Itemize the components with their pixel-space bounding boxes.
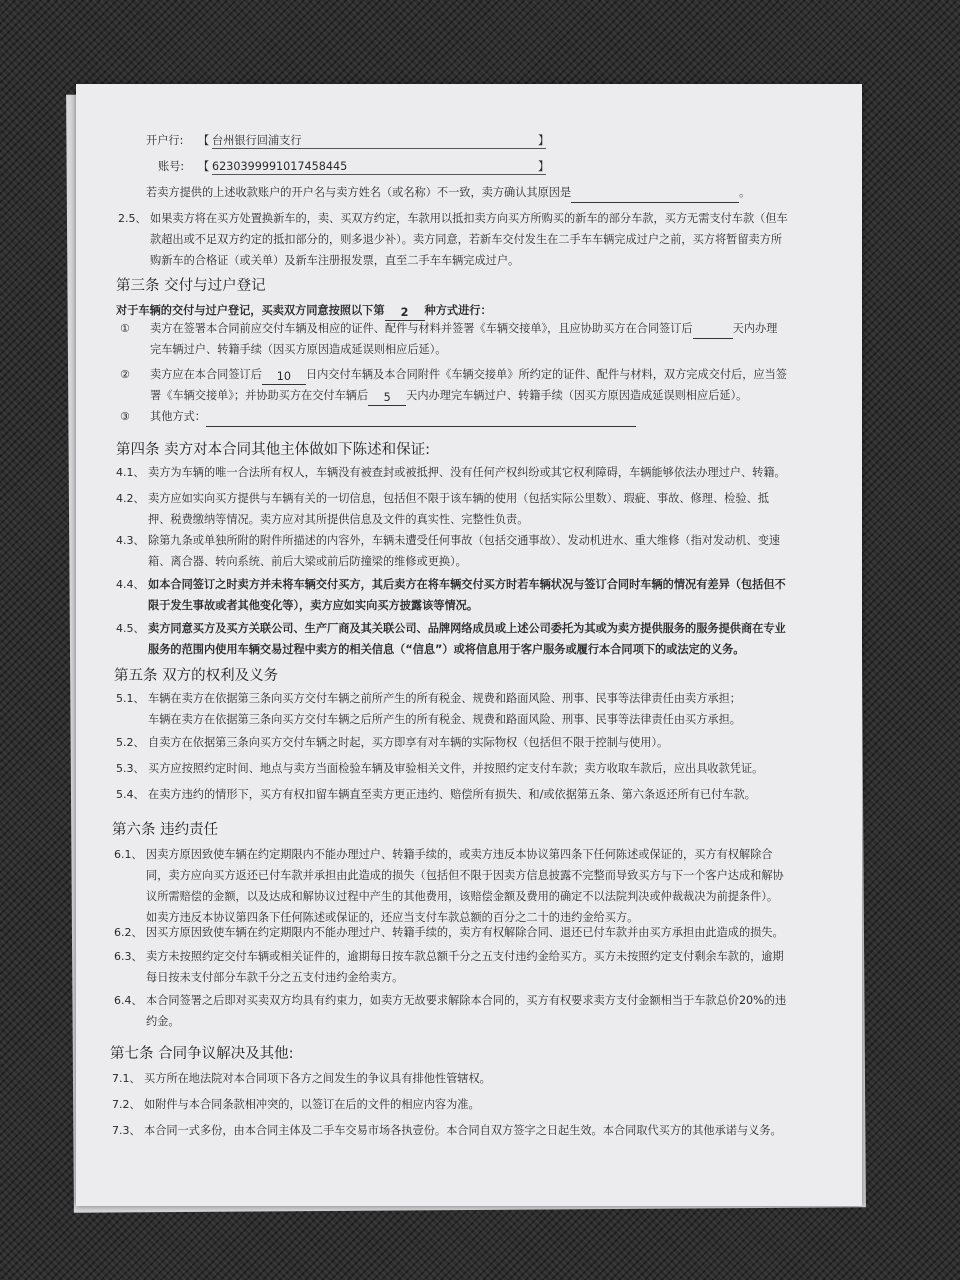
clause-6-1-num: 6.1、 <box>114 848 143 861</box>
bracket-open: 【 <box>198 134 210 147</box>
article-4-title: 第四条 卖方对本合同其他主体做如下陈述和保证: <box>116 442 430 458</box>
article-6-title: 第六条 违约责任 <box>112 822 219 838</box>
clause-6-4-text: 本合同签署之后即对买卖双方均具有约束力，如卖方无故要求解除本合同的，买方有权要求卖方支付金额相当于车款总价20%的违 约金。 <box>146 994 787 1028</box>
option-3-text: 其他方式： <box>150 406 636 427</box>
clause-5-3-num: 5.3、 <box>116 762 145 775</box>
clause-5-4-num: 5.4、 <box>116 788 145 801</box>
clause-4-5-num: 4.5、 <box>116 622 145 635</box>
contract-page <box>76 84 862 1206</box>
option-1-num: ① <box>120 322 130 335</box>
clause-7-2-num: 7.2、 <box>112 1098 141 1111</box>
bank-name-value: 台州银行回浦支行 <box>212 130 546 149</box>
article-7-title: 第七条 合同争议解决及其他: <box>110 1046 294 1062</box>
clause-6-2-num: 6.2、 <box>114 926 143 939</box>
clause-6-1-text: 因卖方原因致使车辆在约定期限内不能办理过户、转籍手续的，或卖方违反本协议第四条下任何陈述或保证的，买方有权解除合 同，卖方应向买方返还已付车款并承担由此造成的损失（包括但不限于因卖方信息披露不完整而导致买方与下一个客户达成和解协 议所需赔偿的金额，以及达成和解协议过程中产生的其他费用，该赔偿金额及费用的确定不以法院判决或仲裁裁决为前提条件）。 如卖方违反本协议第四条下任何陈述或保证的，还应当支付车款总额的百分之二十的违约金给买方。 <box>146 848 784 924</box>
article-3-title: 第三条 交付与过户登记 <box>116 278 266 294</box>
option-1-text: 卖方在签署本合同前应交付车辆及相应的证件、配件与材料并签署《车辆交接单》，且应协助买方在合同签订后 天内办理 完车辆过户、转籍手续（因买方原因造成延误则相应后延）。 <box>150 322 778 356</box>
clause-2-5-num: 2.5、 <box>118 212 147 225</box>
clause-4-3-num: 4.3、 <box>116 534 145 547</box>
clause-6-2-text: 因买方原因致使车辆在约定期限内不能办理过户、转籍手续的，卖方有权解除合同、退还已付车款并由买方承担由此造成的损失。 <box>146 926 784 939</box>
clause-7-2-text: 如附件与本合同条款相冲突的，以签订在后的文件的相应内容为准。 <box>144 1098 480 1111</box>
clause-7-1-text: 买方所在地法院对本合同项下各方之间发生的争议具有排他性管辖权。 <box>144 1072 491 1085</box>
clause-4-2-num: 4.2、 <box>116 492 145 505</box>
clause-4-1-text: 卖方为车辆的唯一合法所有权人，车辆没有被查封或被抵押、没有任何产权纠纷或其它权利障碍，车辆能够依法办理过户、转籍。 <box>148 466 786 479</box>
clause-4-4-num: 4.4、 <box>116 578 145 591</box>
option-2-num: ② <box>120 368 130 381</box>
account-number-value: 6230399991017458445 <box>212 156 546 175</box>
clause-4-5-text: 卖方同意买方及买方关联公司、生产厂商及其关联公司、品牌网络成员或上述公司委托为其或为卖方提供服务的服务提供商在专业 服务的范围内使用车辆交易过程中卖方的相关信息（“信息”）或将信息用于客户服务或履行本合同项下的或法定的义务。 <box>148 622 786 656</box>
clause-7-1-num: 7.1、 <box>112 1072 141 1085</box>
clause-6-3-num: 6.3、 <box>114 950 143 963</box>
clause-5-2-num: 5.2、 <box>116 736 145 749</box>
bracket-close: 】 <box>538 134 550 147</box>
bracket-open-2: 【 <box>198 160 210 173</box>
clause-4-3-text: 除第九条或单独所附的附件所描述的内容外，车辆未遭受任何事故（包括交通事故）、发动机进水、重大维修（指对发动机、变速 箱、离合器、转向系统、前后大梁或前后防撞梁的维修或更换）。 <box>148 534 781 568</box>
clause-5-3-text: 买方应按照约定时间、地点与卖方当面检验车辆及审验相关文件，并按照约定支付车款；卖方收取车款后，应出具收款凭证。 <box>148 762 764 775</box>
clause-6-3-text: 卖方未按照约定交付车辆或相关证件的，逾期每日按车款总额千分之五支付违约金给买方。买方未按照约定支付剩余车款的，逾期 每日按未支付部分车款千分之五支付违约金给卖方。 <box>146 950 784 984</box>
clause-7-3-text: 本合同一式多份，由本合同主体及二手车交易市场各执壹份。本合同自双方签字之日起生效。本合同取代买方的其他承诺与义务。 <box>144 1124 782 1137</box>
clause-5-1-text: 车辆在卖方在依据第三条向买方交付车辆之前所产生的所有税金、规费和路面风险、刑事、民事等法律责任由卖方承担； 车辆在卖方在依据第三条向买方交付车辆之后所产生的所有税金、规费和路面风险、刑事、民事等法律责任由买方承担。 <box>148 692 741 726</box>
clause-4-2-text: 卖方应如实向买方提供与车辆有关的一切信息，包括但不限于该车辆的使用（包括实际公里数）、瑕疵、事故、修理、检验、抵 押、税费缴纳等情况。卖方应对其所提供信息及文件的真实性、完整性负责。 <box>148 492 769 526</box>
clause-4-4-text: 如本合同签订之时卖方并未将车辆交付买方，其后卖方在将车辆交付买方时若车辆状况与签订合同时车辆的情况有差异（包括但不 限于发生事故或者其他变化等），卖方应如实向买方披露该等情况。 <box>148 578 786 612</box>
article-3-intro: 对于车辆的交付与过户登记，买卖双方同意按照以下第 2 种方式进行： <box>116 304 492 319</box>
clause-7-3-num: 7.3、 <box>112 1124 141 1137</box>
name-mismatch-text: 若卖方提供的上述收款账户的开户名与卖方姓名（或名称）不一致，卖方确认其原因是 。 <box>146 182 750 203</box>
option-2-text: 卖方应在本合同签订后 10 日内交付车辆及本合同附件《车辆交接单》所约定的证件、配件与材料，双方完成交付后，应当签 署《车辆交接单》；并协助买方在交付车辆后 5 天内办理完车辆过户、转籍手续（因买方原因造成延误则相应后延）。 <box>150 368 787 404</box>
account-label: 账号: <box>158 160 185 173</box>
clause-5-1-num: 5.1、 <box>116 692 145 705</box>
clause-2-5-text: 如果卖方将在买方处置换新车的，卖、买双方约定，车款用以抵扣卖方向买方所购买的新车的部分车款，买方无需支付车款（但车 款超出或不足双方约定的抵扣部分的，则多退少补）。卖方同意，若新车交付发生在二手车车辆完成过户之前，买方将暂留卖方所 购新车的合格证（或关单）及新车注册报发票，直至二手车车辆完成过户。 <box>150 212 788 267</box>
clause-4-1-num: 4.1、 <box>116 466 145 479</box>
clause-5-4-text: 在卖方违约的情形下，买方有权扣留车辆直至卖方更正违约、赔偿所有损失、和/或依据第五条、第六条返还所有已付车款。 <box>148 788 756 801</box>
article-5-title: 第五条 双方的权利及义务 <box>114 668 279 684</box>
bracket-close-2: 】 <box>538 160 550 173</box>
clause-6-4-num: 6.4、 <box>114 994 143 1007</box>
bank-label: 开户行: <box>146 134 184 147</box>
clause-5-2-text: 自卖方在依据第三条向买方交付车辆之时起，买方即享有对车辆的实际物权（包括但不限于控制与使用）。 <box>148 736 669 749</box>
option-3-num: ③ <box>120 410 130 423</box>
